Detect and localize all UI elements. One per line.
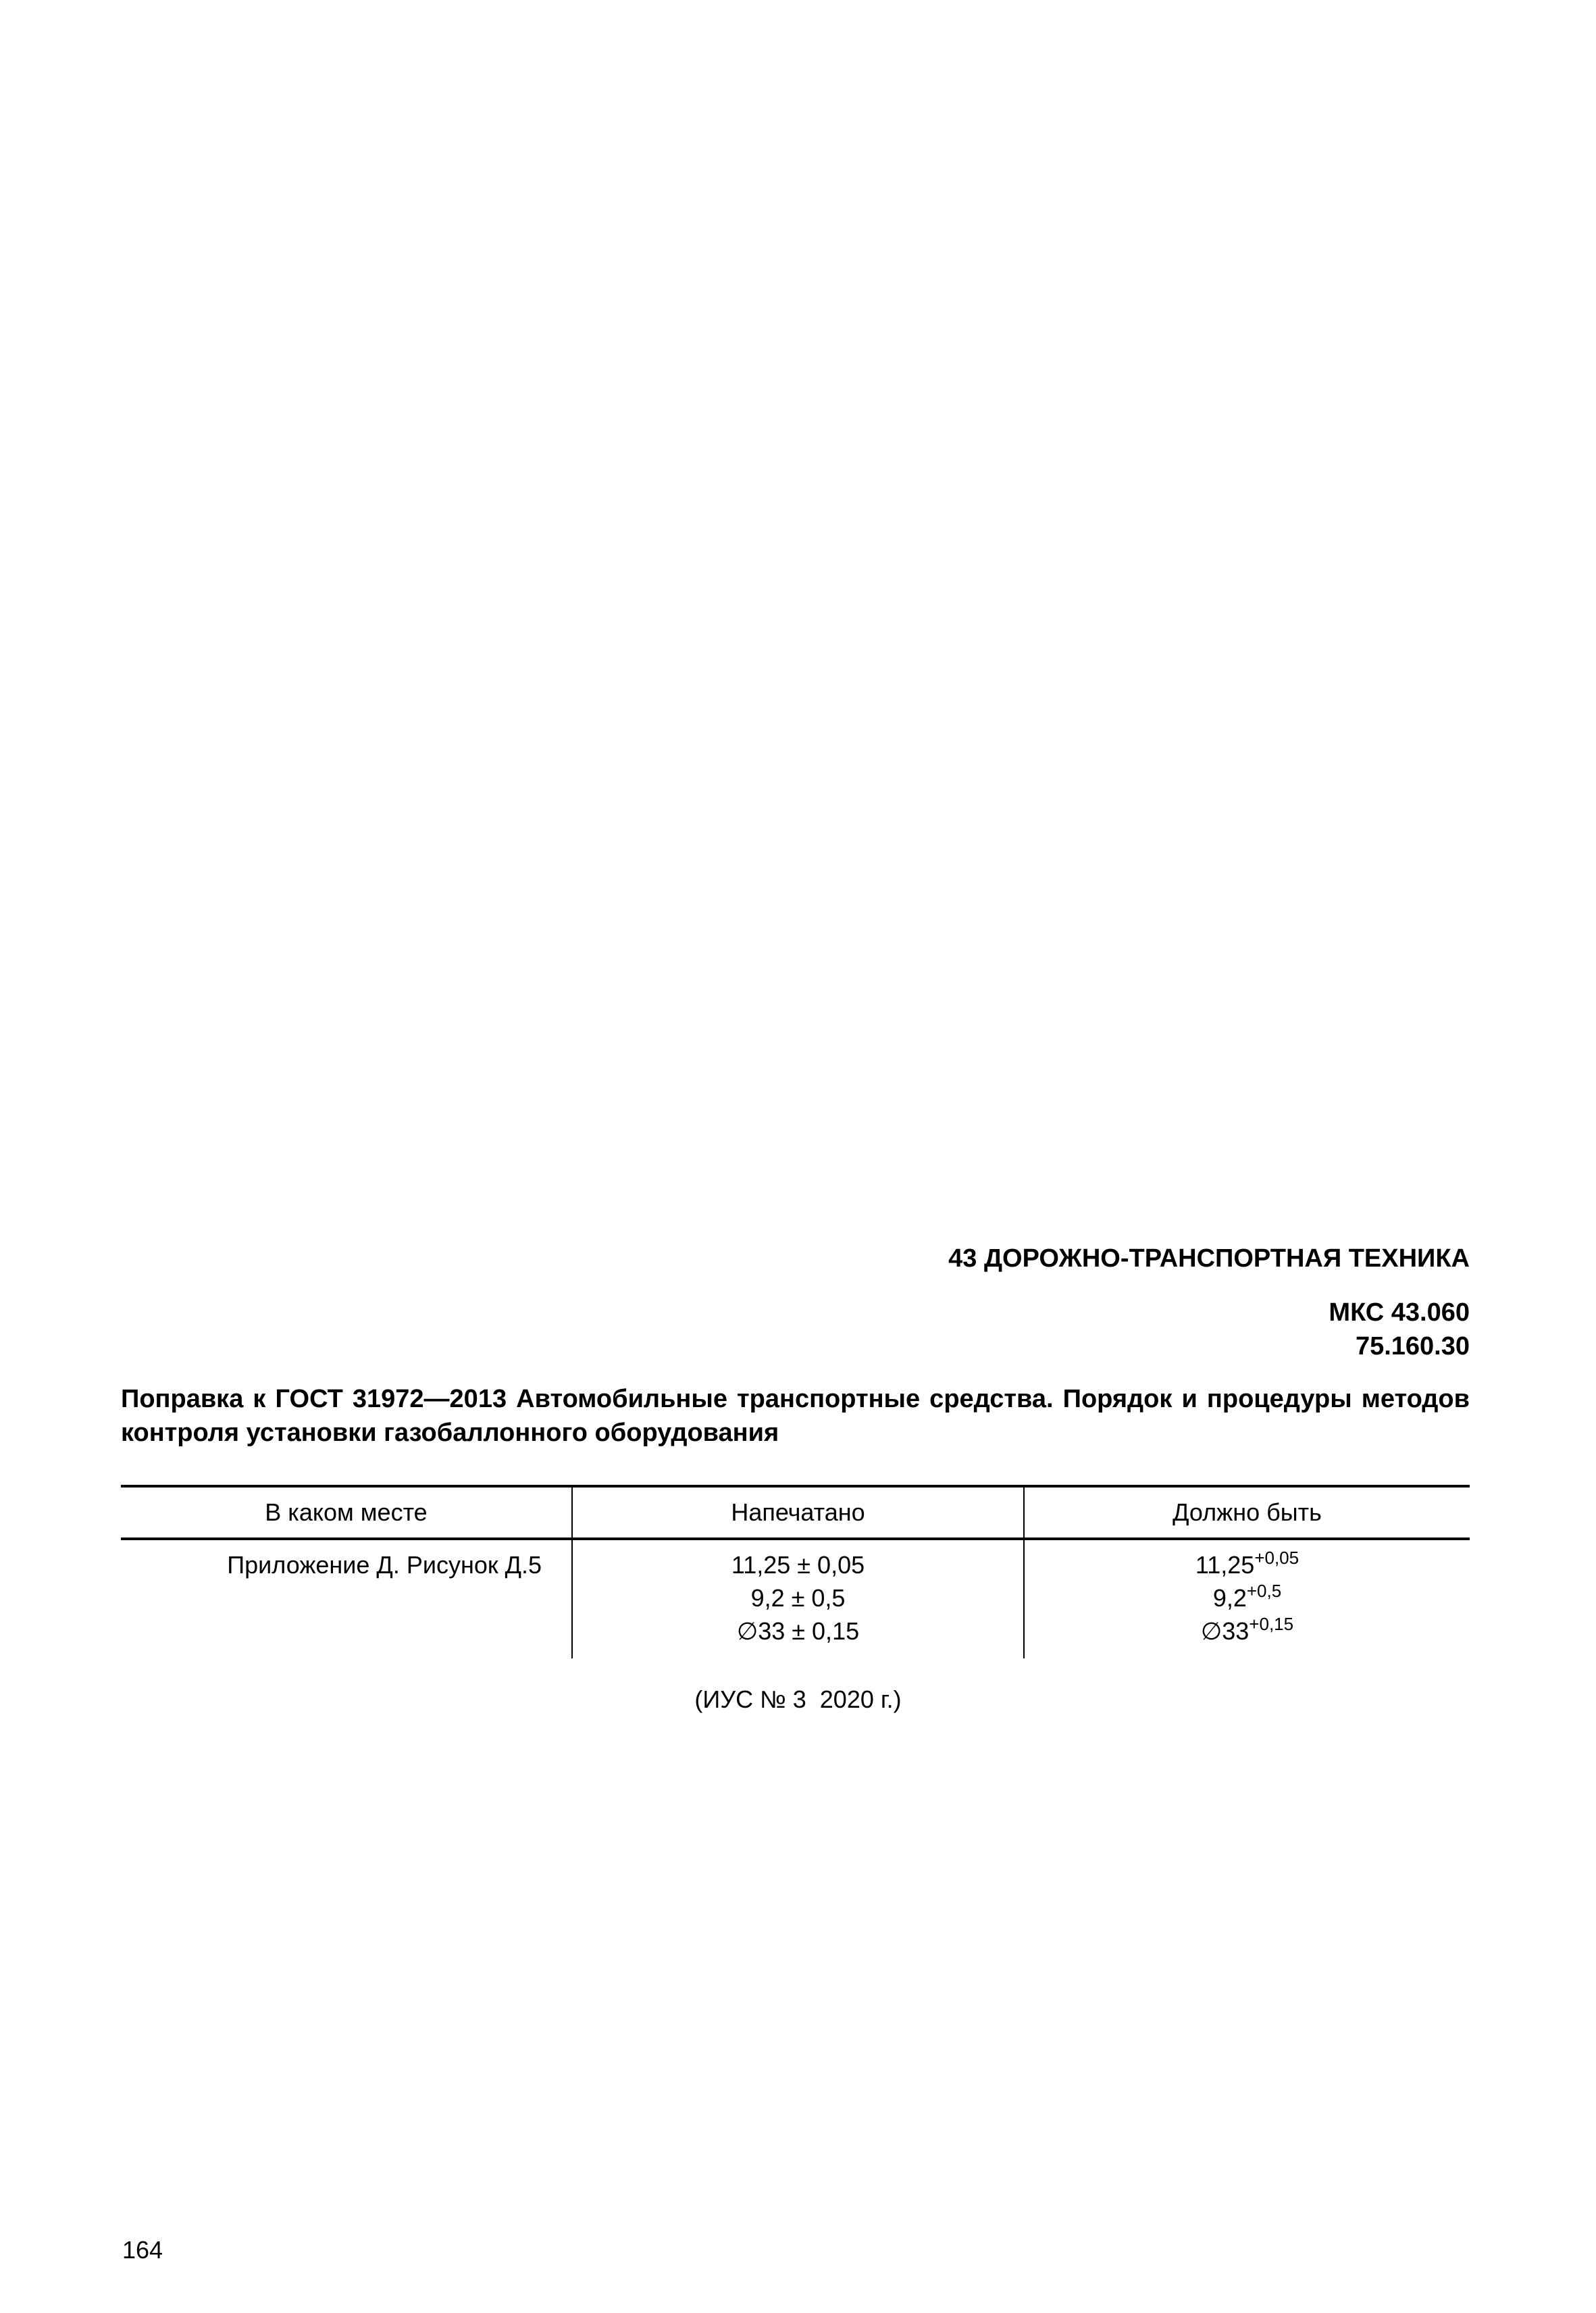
correct-tolerance: +0,5 <box>1246 1581 1282 1601</box>
section-heading: 43 ДОРОЖНО-ТРАНСПОРТНАЯ ТЕХНИКА <box>948 1244 1470 1273</box>
page-number: 164 <box>122 2236 163 2264</box>
mks-code-2: 75.160.30 <box>1355 1332 1470 1361</box>
source-note: (ИУС № 3 2020 г.) <box>694 1685 902 1713</box>
printed-value: 11,25 ± 0,05 <box>731 1551 865 1579</box>
correct-tolerance: +0,05 <box>1254 1548 1299 1568</box>
mks-code-1: МКС 43.060 <box>1329 1298 1470 1327</box>
correct-base: 11,25 <box>1195 1551 1255 1579</box>
correct-base: ∅33 <box>1200 1617 1250 1645</box>
correct-tolerance: +0,15 <box>1249 1614 1294 1634</box>
amendment-title: Поправка к ГОСТ 31972—2013 Автомобильные транспортные средства. Порядок и процедуры методов контроля установки газобаллонного оборудования <box>121 1385 1470 1447</box>
printed-value: ∅33 ± 0,15 <box>736 1617 860 1645</box>
correct-base: 9,2 <box>1212 1584 1247 1612</box>
header-location: В каком месте <box>121 1486 572 1539</box>
table-row <box>121 1539 1470 1658</box>
cell-printed <box>572 1539 1024 1658</box>
header-correct: Должно быть <box>1024 1486 1470 1539</box>
header-printed: Напечатано <box>572 1486 1024 1539</box>
correct-value <box>1025 1581 1469 1615</box>
cell-correct <box>1024 1539 1470 1658</box>
correct-value <box>1025 1615 1469 1648</box>
corrections-table <box>121 1485 1470 1658</box>
printed-value: 9,2 ± 0,5 <box>750 1584 846 1612</box>
correct-value <box>1025 1548 1469 1581</box>
cell-location: Приложение Д. Рисунок Д.5 <box>227 1551 542 1579</box>
table-header-row <box>121 1486 1470 1539</box>
